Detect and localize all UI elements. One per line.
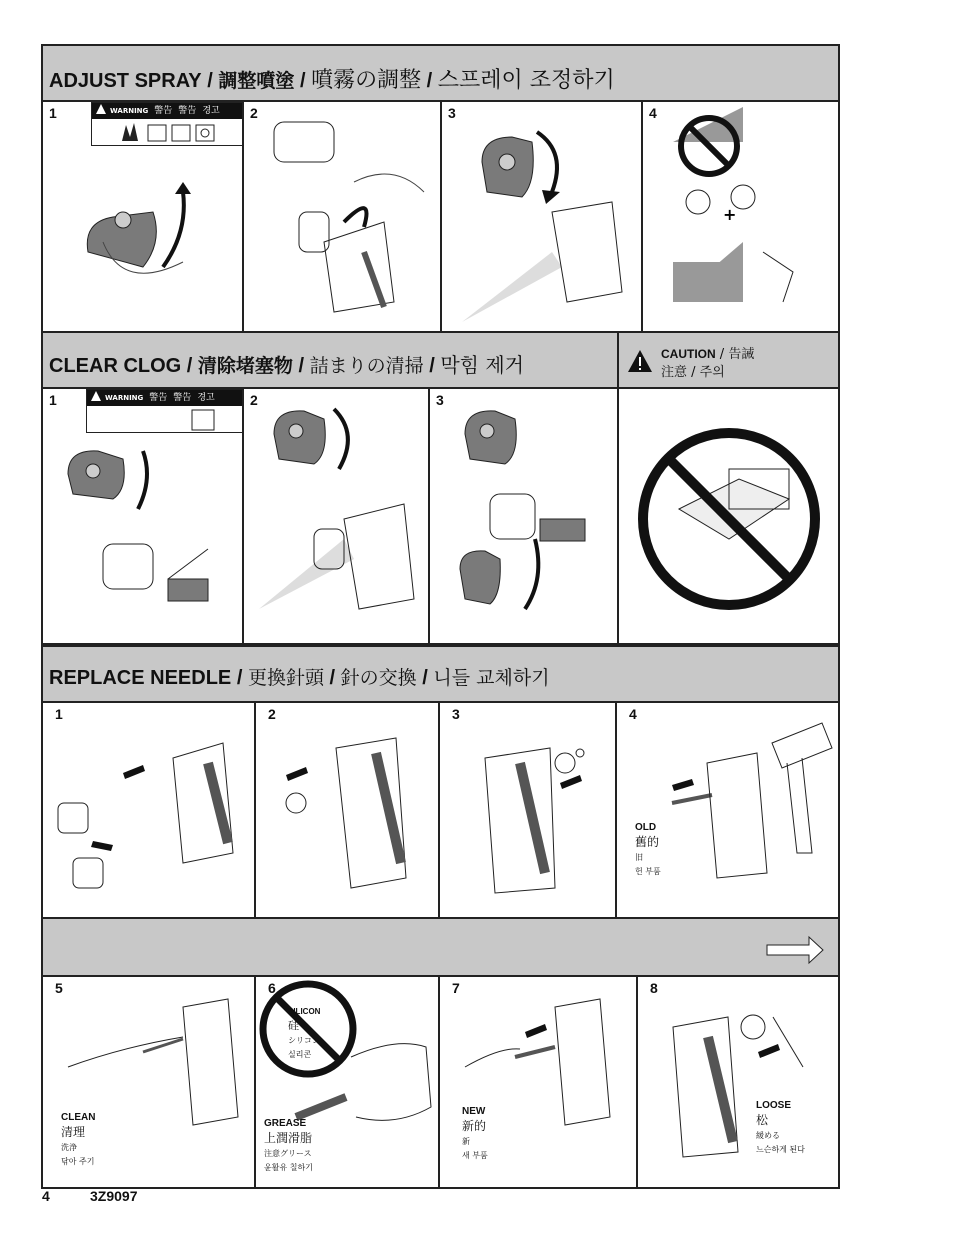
needle-panel-2: [254, 701, 440, 919]
needle-panel-3: [438, 701, 617, 919]
clog-guard-illustration: [43, 389, 243, 644]
title-ja: 針の交換: [340, 667, 417, 689]
title-ko: 막힘 제거: [440, 353, 524, 377]
silicon-label: SILICON 硅 シリコン 실리콘: [288, 1007, 321, 1059]
caution-triangle-icon: [627, 348, 657, 378]
arrow-left-icon: [286, 767, 308, 781]
adjust-panel-4: [641, 100, 840, 333]
needle-panel-1: [41, 701, 256, 919]
warning-label: WARNING 警告 警告 경고: [91, 102, 245, 146]
tip-turn-illustration: [244, 102, 440, 332]
remove-nut-illustration: [256, 703, 439, 918]
continue-arrow-icon: [767, 935, 827, 965]
guard-lock-illustration: [442, 102, 642, 332]
loose-label: LOOSE 松 緩める 느슨하게 된다: [756, 1100, 805, 1154]
step-number: 1: [55, 706, 63, 722]
arrow-left-icon: [758, 1044, 780, 1058]
title-ja: 噴霧の調整: [311, 68, 422, 93]
clean-label: CLEAN 清理 洗浄 닦아 주기: [61, 1112, 96, 1166]
title-zh-tw: 更換針頭: [247, 667, 324, 689]
replace-needle-header: [41, 645, 840, 703]
needle-panel-4: [615, 701, 840, 919]
old-part-label: OLD 舊的 旧 헌 부품: [635, 822, 661, 876]
step-number: 6: [268, 980, 276, 996]
arrow-left-icon: [123, 765, 145, 779]
adjust-panel-1: [41, 100, 244, 333]
step-number: 3: [436, 392, 444, 408]
adjust-spray-title: ADJUST SPRAY / 調整噴塗 / 噴霧の調整 / 스프레이 조정하기: [49, 68, 615, 93]
continue-band: [41, 917, 840, 977]
warning-label: WARNING 警告 警告 경고: [86, 389, 245, 433]
pressure-adjust-illustration: [643, 102, 839, 332]
step-number: 3: [448, 105, 456, 121]
caution-header: [617, 331, 840, 389]
clog-panel-3: [428, 387, 619, 645]
clear-clog-title: CLEAR CLOG / 清除堵塞物 / 詰まりの清掃 / 막힘 제거: [49, 353, 524, 377]
adjust-panel-3: [440, 100, 643, 333]
clog-return-illustration: [430, 389, 618, 644]
step-number: 2: [268, 706, 276, 722]
replace-needle-title: REPLACE NEEDLE / 更換針頭 / 針の交換 / 니들 교체하기: [49, 667, 550, 689]
step-number: 4: [649, 105, 657, 121]
needle-panel-5: [41, 975, 256, 1189]
clear-clog-header: [41, 331, 619, 389]
step-number: 1: [49, 105, 57, 121]
document-id: 3Z9097: [90, 1188, 138, 1204]
title-en: REPLACE NEEDLE: [49, 667, 232, 689]
clog-panel-1: [41, 387, 244, 645]
new-part-label: NEW 新的 新 새 부품: [462, 1106, 488, 1160]
title-en: CLEAR CLOG: [49, 355, 182, 377]
caution-label: CAUTION / 告誡 注意 / 주의: [661, 347, 755, 380]
step-number: 4: [629, 706, 637, 722]
loosen-nut-illustration: [638, 977, 838, 1187]
title-ko: 스프레이 조정하기: [437, 68, 615, 93]
title-ja: 詰まりの清掃: [309, 355, 424, 377]
arrow-right-icon: [560, 775, 582, 789]
arrow-right-icon: [91, 841, 113, 851]
grease-label: GREASE 上潤滑脂 注意グリース 윤활유 칠하기: [264, 1118, 313, 1172]
clog-spray-illustration: [244, 389, 430, 644]
guard-rotate-illustration: [43, 102, 243, 332]
title-ko: 니들 교체하기: [433, 667, 550, 689]
title-en: ADJUST SPRAY: [49, 70, 202, 92]
step-number: 8: [650, 980, 658, 996]
step-number: 2: [250, 392, 258, 408]
step-number: 2: [250, 105, 258, 121]
arrow-right-icon: [525, 1024, 547, 1038]
step-number: 3: [452, 706, 460, 722]
no-hand-in-spray-illustration: [619, 389, 839, 644]
tap-out-needle-illustration: [617, 703, 839, 918]
needle-panel-7: [438, 975, 638, 1189]
svg-text:+: +: [723, 205, 737, 224]
remove-housing-illustration: [440, 703, 616, 918]
remove-tip-illustration: [43, 703, 255, 918]
needle-panel-8: [636, 975, 840, 1189]
adjust-panel-2: [242, 100, 442, 333]
step-number: 5: [55, 980, 63, 996]
clog-panel-2: [242, 387, 430, 645]
needle-panel-6: [254, 975, 440, 1189]
arrow-left-icon: [672, 779, 694, 791]
adjust-spray-header: [41, 44, 840, 102]
step-number: 1: [49, 392, 57, 408]
page-number: 4: [42, 1188, 50, 1204]
step-number: 7: [452, 980, 460, 996]
caution-panel: [617, 387, 840, 645]
title-zh-tw: 調整噴塗: [218, 70, 295, 92]
title-zh-tw: 清除堵塞物: [197, 355, 293, 377]
